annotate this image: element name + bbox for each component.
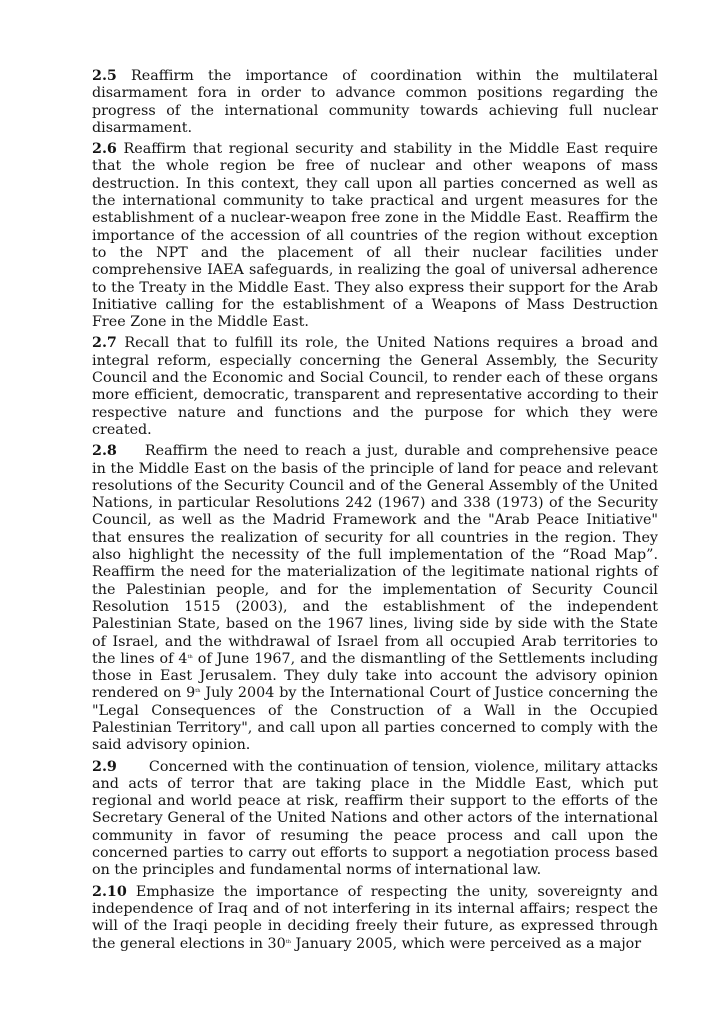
paragraph-text: January 2005, which were perceived as a major <box>290 935 642 952</box>
paragraph-text: of June 1967, and the dismantling of the Settlements including those in East Jerusalem. They duly take into account the advisory opinion rendered on 9 <box>92 650 658 702</box>
paragraph-number: 2.9 <box>92 758 117 775</box>
paragraph-text: Recall that to fulfill its role, the United Nations requires a broad and integral reform, especially concerning the General Assembly, the Security Council and the Economic and Social Council, to render each of these organs more efficient, democratic, transparent and representative according to their respective nature and functions and the purpose for which they were created. <box>92 335 658 438</box>
paragraph-2-7 <box>92 335 658 439</box>
paragraph-2-6 <box>92 141 658 331</box>
paragraph-2-10 <box>92 884 658 953</box>
paragraph-text: Reaffirm that regional security and stability in the Middle East require that the whole region be free of nuclear and other weapons of mass destruction. In this context, they call upon all parties concerned as well as the international community to take practical and urgent measures for the establishment of a nuclear-weapon free zone in the Middle East. Reaffirm the importance of the accession of all countries of the region without exception to the NPT and the placement of all their nuclear facilities under comprehensive IAEA safeguards, in realizing the goal of universal adherence to the Treaty in the Middle East. They also express their support for the Arab Initiative calling for the establishment of a Weapons of Mass Destruction Free Zone in the Middle East. <box>92 141 659 331</box>
paragraph-number: 2.6 <box>92 141 117 158</box>
paragraph-2-5 <box>92 68 658 137</box>
paragraph-number: 2.10 <box>92 883 127 900</box>
document-page <box>92 68 658 957</box>
paragraph-text: Emphasize the importance of respecting the unity, sovereignty and independence of Iraq and of not interfering in its internal affairs; respect the will of the Iraqi people in deciding freely their future, as expressed through the general elections in 30 <box>92 883 658 952</box>
paragraph-text: July 2004 by the International Court of Justice concerning the "Legal Consequences of the Construction of a Wall in the Occupied Palestinian Territory", and call upon all parties concerned to comply with the said advisory opinion. <box>92 685 658 754</box>
paragraph-2-8 <box>92 443 658 754</box>
paragraph-2-9 <box>92 759 658 880</box>
paragraph-text: Reaffirm the importance of coordination within the multilateral disarmament fora in order to advance common positions regarding the progress of the international community towards achieving full nuclear disarmament. <box>92 68 659 136</box>
paragraph-number: 2.5 <box>92 68 117 84</box>
ordinal-suffix: th <box>285 938 291 945</box>
paragraph-number: 2.7 <box>92 335 117 352</box>
paragraph-text: Concerned with the continuation of tension, violence, military attacks and acts of terror that are taking place in the Middle East, which put regional and world peace at risk, reaffirm their support to the efforts of the Secretary General of the United Nations and other actors of the international community in favor of resuming the peace process and call upon the concerned parties to carry out efforts to support a negotiation process based on the principles and fundamental norms of international law. <box>92 758 658 879</box>
paragraph-text: Reaffirm the need to reach a just, durable and comprehensive peace in the Middle East on the basis of the principle of land for peace and relevant resolutions of the Security Council and of the General Assembly of the United Nations, in particular Resolutions 242 (1967) and 338 (1973) of the Security Council, as well as the Madrid Framework and the "Arab Peace Initiative" that ensures the realization of security for all countries in the region. They also highlight the necessity of the full implementation of the “Road Map”. Reaffirm the need for the materialization of the legitimate national rights of the Palestinian people, and for the implementation of Security Council Resolution 1515 (2003), and the establishment of the independent Palestinian State, based on the 1967 lines, living side by side with the State of Israel, and the withdrawal of Israel from all occupied Arab territories to the lines of 4 <box>92 443 658 667</box>
ordinal-suffix: th <box>187 653 193 660</box>
ordinal-suffix: th <box>195 688 201 695</box>
paragraph-number: 2.8 <box>92 443 117 460</box>
